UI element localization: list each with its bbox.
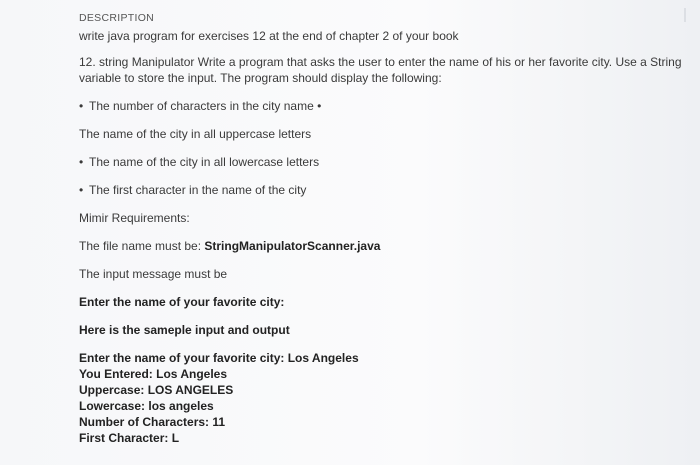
sample-output	[79, 350, 689, 446]
bullet-icon: •	[79, 155, 84, 169]
sample-output-line: Lowercase: los angeles	[79, 399, 214, 413]
bullet-item-text: The number of characters in the city name	[89, 99, 314, 113]
bullet-item	[79, 154, 689, 170]
sample-heading: Here is the sameple input and output	[79, 323, 290, 337]
sample-output-line: First Character: L	[79, 431, 180, 445]
bullet-item	[79, 98, 689, 114]
sample-output-line: Enter the name of your favorite city: Los Angeles	[79, 351, 359, 365]
description-heading: DESCRIPTION	[79, 12, 155, 24]
input-message: Enter the name of your favorite city:	[79, 295, 285, 309]
sample-output-line: Number of Characters: 11	[79, 415, 226, 429]
file-name-requirement	[79, 238, 689, 254]
list-item-text: The name of the city in all uppercase letters	[79, 127, 312, 141]
exercise-line-1: 12. string Manipulator Write a program that asks the user to enter the name of his or her favorite city. Use a String	[79, 55, 682, 69]
bullet-item	[79, 182, 689, 198]
file-name: StringManipulatorScanner.java	[204, 239, 381, 253]
bullet-icon: •	[79, 183, 84, 197]
bullet-item-text: The name of the city in all lowercase letters	[89, 155, 320, 169]
mimir-heading: Mimir Requirements:	[79, 211, 190, 225]
bullet-icon: •	[79, 99, 84, 113]
bullet-icon: •	[317, 99, 322, 113]
bullet-item-text: The first character in the name of the city	[89, 183, 307, 197]
description-content	[79, 12, 689, 446]
intro-text: write java program for exercises 12 at the end of chapter 2 of your book	[79, 29, 459, 43]
sample-output-line: You Entered: Los Angeles	[79, 367, 228, 381]
sample-output-line: Uppercase: LOS ANGELES	[79, 383, 234, 397]
exercise-line-2: variable to store the input. The program should display the following:	[79, 71, 442, 85]
input-message-label: The input message must be	[79, 267, 228, 281]
file-name-prefix: The file name must be:	[79, 239, 205, 253]
exercise-paragraph	[79, 54, 689, 86]
list-item	[79, 126, 689, 142]
